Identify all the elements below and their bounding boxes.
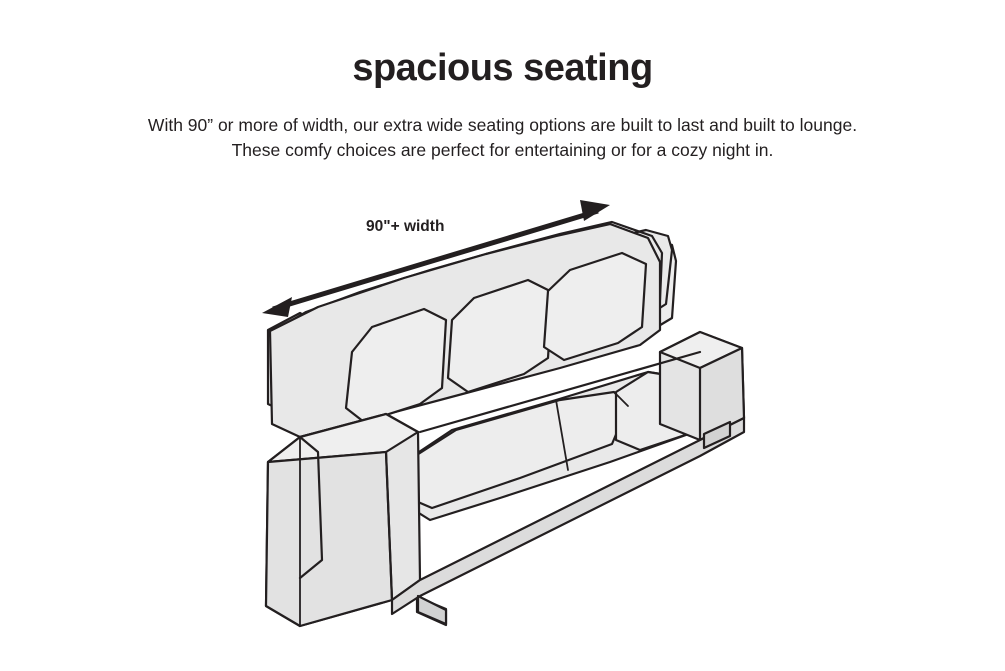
page-title: spacious seating — [352, 47, 653, 89]
description-line-2: These comfy choices are perfect for entertaining or for a cozy night in. — [231, 140, 774, 161]
width-measurement-label: 90"+ width — [366, 218, 445, 235]
sofa-body — [266, 222, 744, 626]
description-line-1: With 90” or more of width, our extra wide seating options are built to last and built to lounge. — [147, 115, 858, 135]
